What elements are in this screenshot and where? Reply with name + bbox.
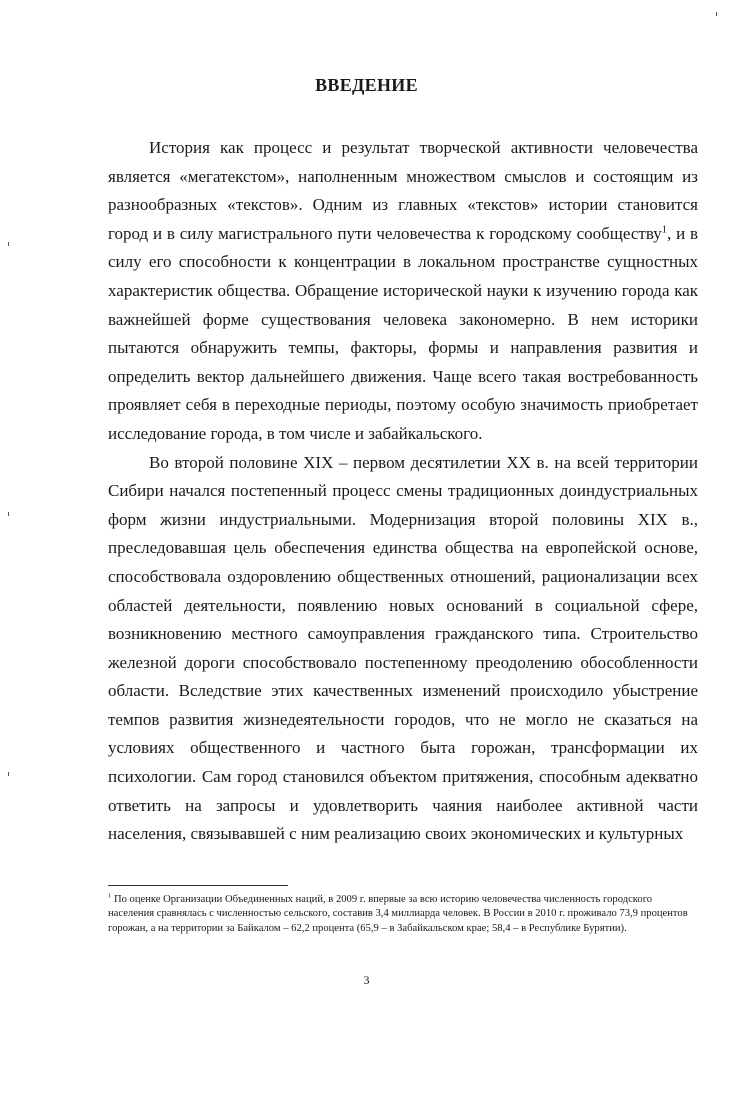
- footnote: [108, 893, 700, 936]
- scan-speck: [716, 12, 717, 16]
- footnote-text: По оценке Организации Объединенных наций, в 2009 г. впервые за всю историю человечества численность городского населения сравнялась с численностью сельского, составив 3,4 миллиарда человек. В России в 2010 г. проживало 73,9 процентов горожан, а на территории за Байкалом – 62,2 процента (65,9 – в Забайкальском крае; 58,4 – в Республике Бурятии).: [108, 894, 688, 934]
- page-number: 3: [363, 973, 370, 987]
- page-title: ВВЕДЕНИЕ: [315, 75, 418, 95]
- paragraph-1-text: История как процесс и результат творческой активности человечества является «мегатекстом», наполненным множеством смыслов и состоящим из разнообразных «текстов». Одним из главных «текстов» истории становится город и в силу магистрального пути человечества к городскому сообществу: [108, 138, 698, 243]
- paragraph-2: Во второй половине XIX – первом десятилетии XX в. на всей территории Сибири начался постепенный процесс смены традиционных доиндустриальных форм жизни индустриальными. Модернизация второй половины XIX в., преследовавшая цель обеспечения единства общества на европейской основе, способствовала оздоровлению общественных отношений, рационализации всех областей деятельности, появлению новых оснований в социальной сфере, возникновению местного самоуправления гражданского типа. Строительство железной дороги способствовало постепенному преодолению обособленности области. Вследствие этих качественных изменений происходило убыстрение темпов развития жизнедеятельности городов, что не могло не сказаться на условиях общественного и частного быта горожан, трансформации их психологии. Сам город становился объектом притяжения, способным адекватно ответить на запросы и удовлетворить чаяния наиболее активной части населения, связывавшей с ним реализацию своих экономических и культурных: [108, 452, 698, 844]
- paragraph-1-continuation: , и в силу его способности к концентрации в локальном пространстве сущностных характеристик общества. Обращение исторической науки к изучению города как важнейшей форме существования человека закономерно. В нем историки пытаются обнаружить темпы, факторы, формы и направления развития и определить вектор дальнейшего движения. Чаще всего такая востребованность проявляет себя в переходные периоды, поэтому особую значимость приобретает исследование города, в том числе и забайкальского.: [108, 223, 698, 443]
- footnote-separator: [108, 885, 288, 886]
- paragraph-1: [108, 134, 698, 449]
- footnote-marker: 1: [108, 892, 112, 900]
- footnote-reference: 1: [661, 224, 668, 236]
- scan-speck: [8, 772, 9, 776]
- scan-speck: [8, 512, 9, 516]
- scan-speck: [8, 242, 9, 246]
- body-text: [108, 134, 698, 849]
